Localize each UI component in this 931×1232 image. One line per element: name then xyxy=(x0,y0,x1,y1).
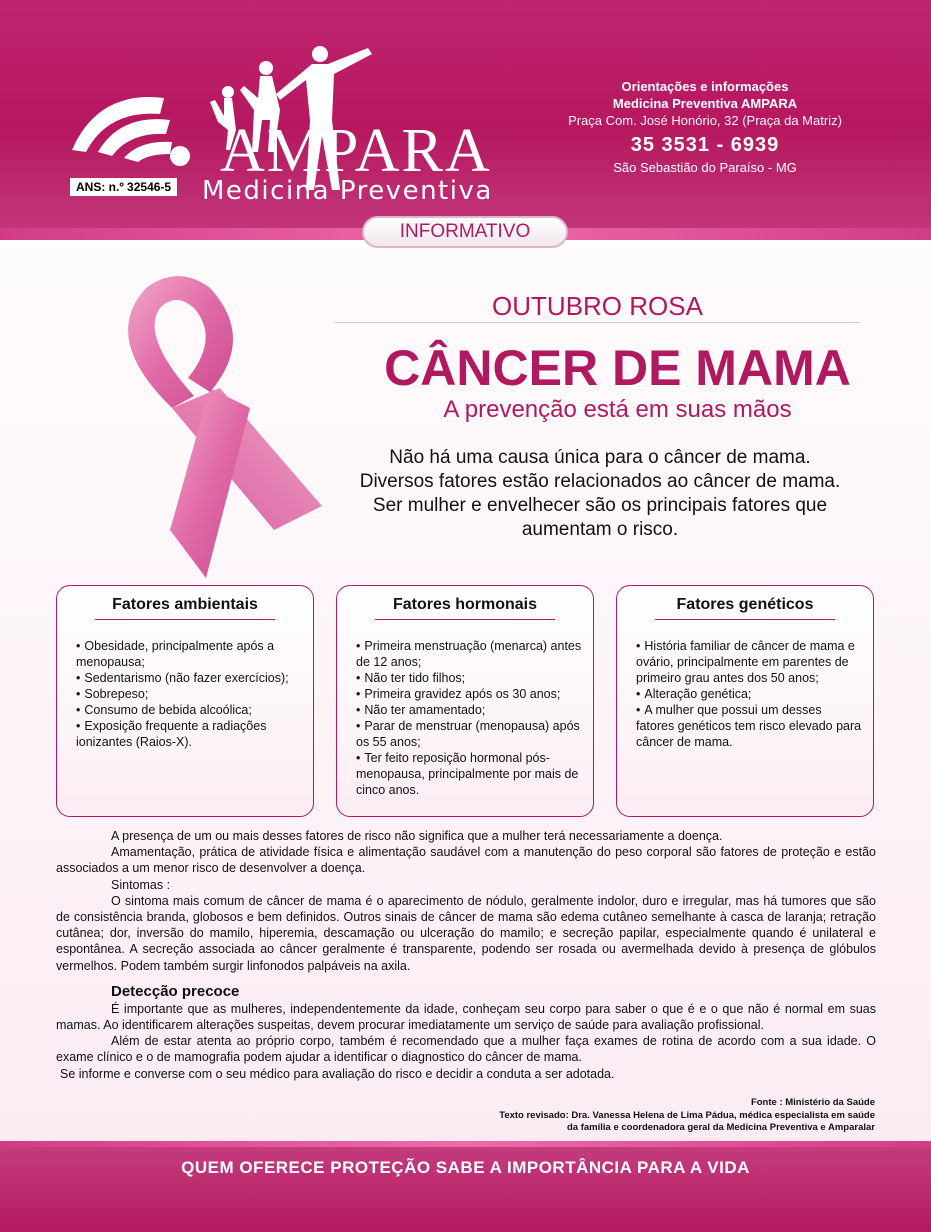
paragraph: Além de estar atenta ao próprio corpo, também é recomendado que a mulher faça exames de rotina de acordo com a sua idade. O exame clínico e o de mamografia podem ajudar a identificar o diagnostico do câncer de mama. xyxy=(56,1034,876,1065)
logo-name: AMPARA xyxy=(220,117,492,185)
factor-box-divider xyxy=(375,619,555,620)
list-item: • Consumo de bebida alcoólica; xyxy=(76,703,252,717)
factor-box-hormonal xyxy=(336,585,594,817)
factor-box-title: Fatores genéticos xyxy=(676,596,814,613)
list-item: • Obesidade, principalmente após a menopausa; xyxy=(76,639,275,669)
contact-phone: 35 3531 - 6939 xyxy=(630,134,780,156)
pink-ribbon-icon xyxy=(60,268,340,588)
factor-box-environmental xyxy=(56,585,314,817)
list-item: • Exposição frequente a radiações ionizantes (Raios-X). xyxy=(76,719,267,749)
body-text xyxy=(56,828,876,1082)
paragraph: Amamentação, prática de atividade física e alimentação saudável com a manutenção do peso corporal são fatores de proteção e estão associados a um menor risco de desenvolver a doença. xyxy=(56,845,876,876)
factor-box-divider xyxy=(655,619,835,620)
contact-line1: Orientações e informações xyxy=(621,79,789,94)
list-item: • Sedentarismo (não fazer exercícios); xyxy=(76,671,289,685)
contact-line2: Medicina Preventiva AMPARA xyxy=(612,96,798,111)
page-subtitle: A prevenção está em suas mãos xyxy=(443,396,792,423)
credits-source: Fonte : Ministério da Saúde xyxy=(750,1097,875,1108)
page-title: CÂNCER DE MAMA xyxy=(384,340,851,396)
factor-box-title: Fatores hormonais xyxy=(392,596,538,613)
credits xyxy=(375,1097,875,1135)
list-item: • A mulher que possui um desses fatores genéticos tem risco elevado para câncer de mama. xyxy=(636,703,862,749)
list-item: • Sobrepeso; xyxy=(76,687,149,701)
paragraph: O sintoma mais comum de câncer de mama é o aparecimento de nódulo, geralmente indolor, duro e irregular, mas há tumores que são de consistência branda, globosos e bem definidos. Outros sinais de câncer de mama são edema cutâneo semelhante à casca de laranja; retração cutânea; dor, inversão do mamilo, hiperemia, descamação ou ulceração do mamilo; e secreção papilar, especialmente quando é unilateral e espontânea. A secreção associada ao câncer geralmente é transparente, podendo ser rosada ou avermelhada devido à presença de glóbulos vermelhos. Podem também surgir linfonodos palpáveis na axila. xyxy=(56,893,876,973)
intro-line: aumentam o risco. xyxy=(521,519,679,540)
list-item: • Alteração genética; xyxy=(636,687,752,701)
factor-list xyxy=(617,638,873,750)
title-divider xyxy=(335,322,860,323)
list-item: • Primeira menstruação (menarca) antes de 12 anos; xyxy=(356,639,582,669)
footer-band xyxy=(0,1141,931,1147)
paragraph: Se informe e converse com o seu médico para avaliação do risco e decidir a conduta a ser adotada. xyxy=(60,1066,615,1081)
intro-text xyxy=(330,446,870,542)
credits-reviewer: Texto revisado: Dra. Vanessa Helena de Lima Pádua, médica especialista em saúde xyxy=(499,1109,875,1121)
contact-block xyxy=(540,78,870,176)
intro-line: Não há uma causa única para o câncer de mama. xyxy=(389,447,811,468)
contact-city: São Sebastião do Paraíso - MG xyxy=(613,160,797,175)
section-heading: Detecção precoce xyxy=(111,982,240,1000)
hero-kicker: OUTUBRO ROSA xyxy=(492,291,703,321)
list-item: • Ter feito reposição hormonal pós-menopausa, principalmente por mais de cinco anos. xyxy=(356,751,579,797)
list-item: • História familiar de câncer de mama e ovário, principalmente em parentes de primeiro grau antes dos 50 anos; xyxy=(636,639,855,685)
factor-box-title: Fatores ambientais xyxy=(112,596,258,613)
list-item: • Parar de menstruar (menopausa) após os 55 anos; xyxy=(356,719,580,749)
ans-badge: ANS: n.º 32546-5 xyxy=(70,178,177,196)
paragraph: Sintomas : xyxy=(111,877,171,892)
factor-list xyxy=(337,638,593,798)
section-label: INFORMATIVO xyxy=(362,216,568,248)
logo-subtitle: Medicina Preventiva xyxy=(202,176,493,206)
list-item: • Não ter tido filhos; xyxy=(356,671,466,685)
list-item: • Primeira gravidez após os 30 anos; xyxy=(356,687,561,701)
contact-address: Praça Com. José Honório, 32 (Praça da Matriz) xyxy=(568,113,842,128)
factor-box-divider xyxy=(95,619,275,620)
footer xyxy=(0,1141,931,1232)
paragraph: A presença de um ou mais desses fatores de risco não significa que a mulher terá necessariamente a doença. xyxy=(111,829,723,843)
list-item: • Não ter amamentado; xyxy=(356,703,486,717)
intro-line: Diversos fatores estão relacionados ao câncer de mama. xyxy=(359,471,841,492)
paragraph: É importante que as mulheres, independentemente da idade, conheçam seu corpo para saber o que é e o que não é normal em suas mamas. Ao identificarem alterações suspeitas, devem procurar imediatamente um serviço de saúde para avaliação profissional. xyxy=(56,1001,876,1033)
factor-box-genetic xyxy=(616,585,874,817)
factor-list xyxy=(57,638,313,750)
intro-line: Ser mulher e envelhecer são os principais fatores que xyxy=(372,495,828,516)
footer-slogan: QUEM OFERECE PROTEÇÃO SABE A IMPORTÂNCIA PARA A VIDA xyxy=(181,1158,750,1177)
credits-reviewer-cont: da família e coordenadora geral da Medicina Preventiva e Amparalar xyxy=(567,1122,875,1133)
